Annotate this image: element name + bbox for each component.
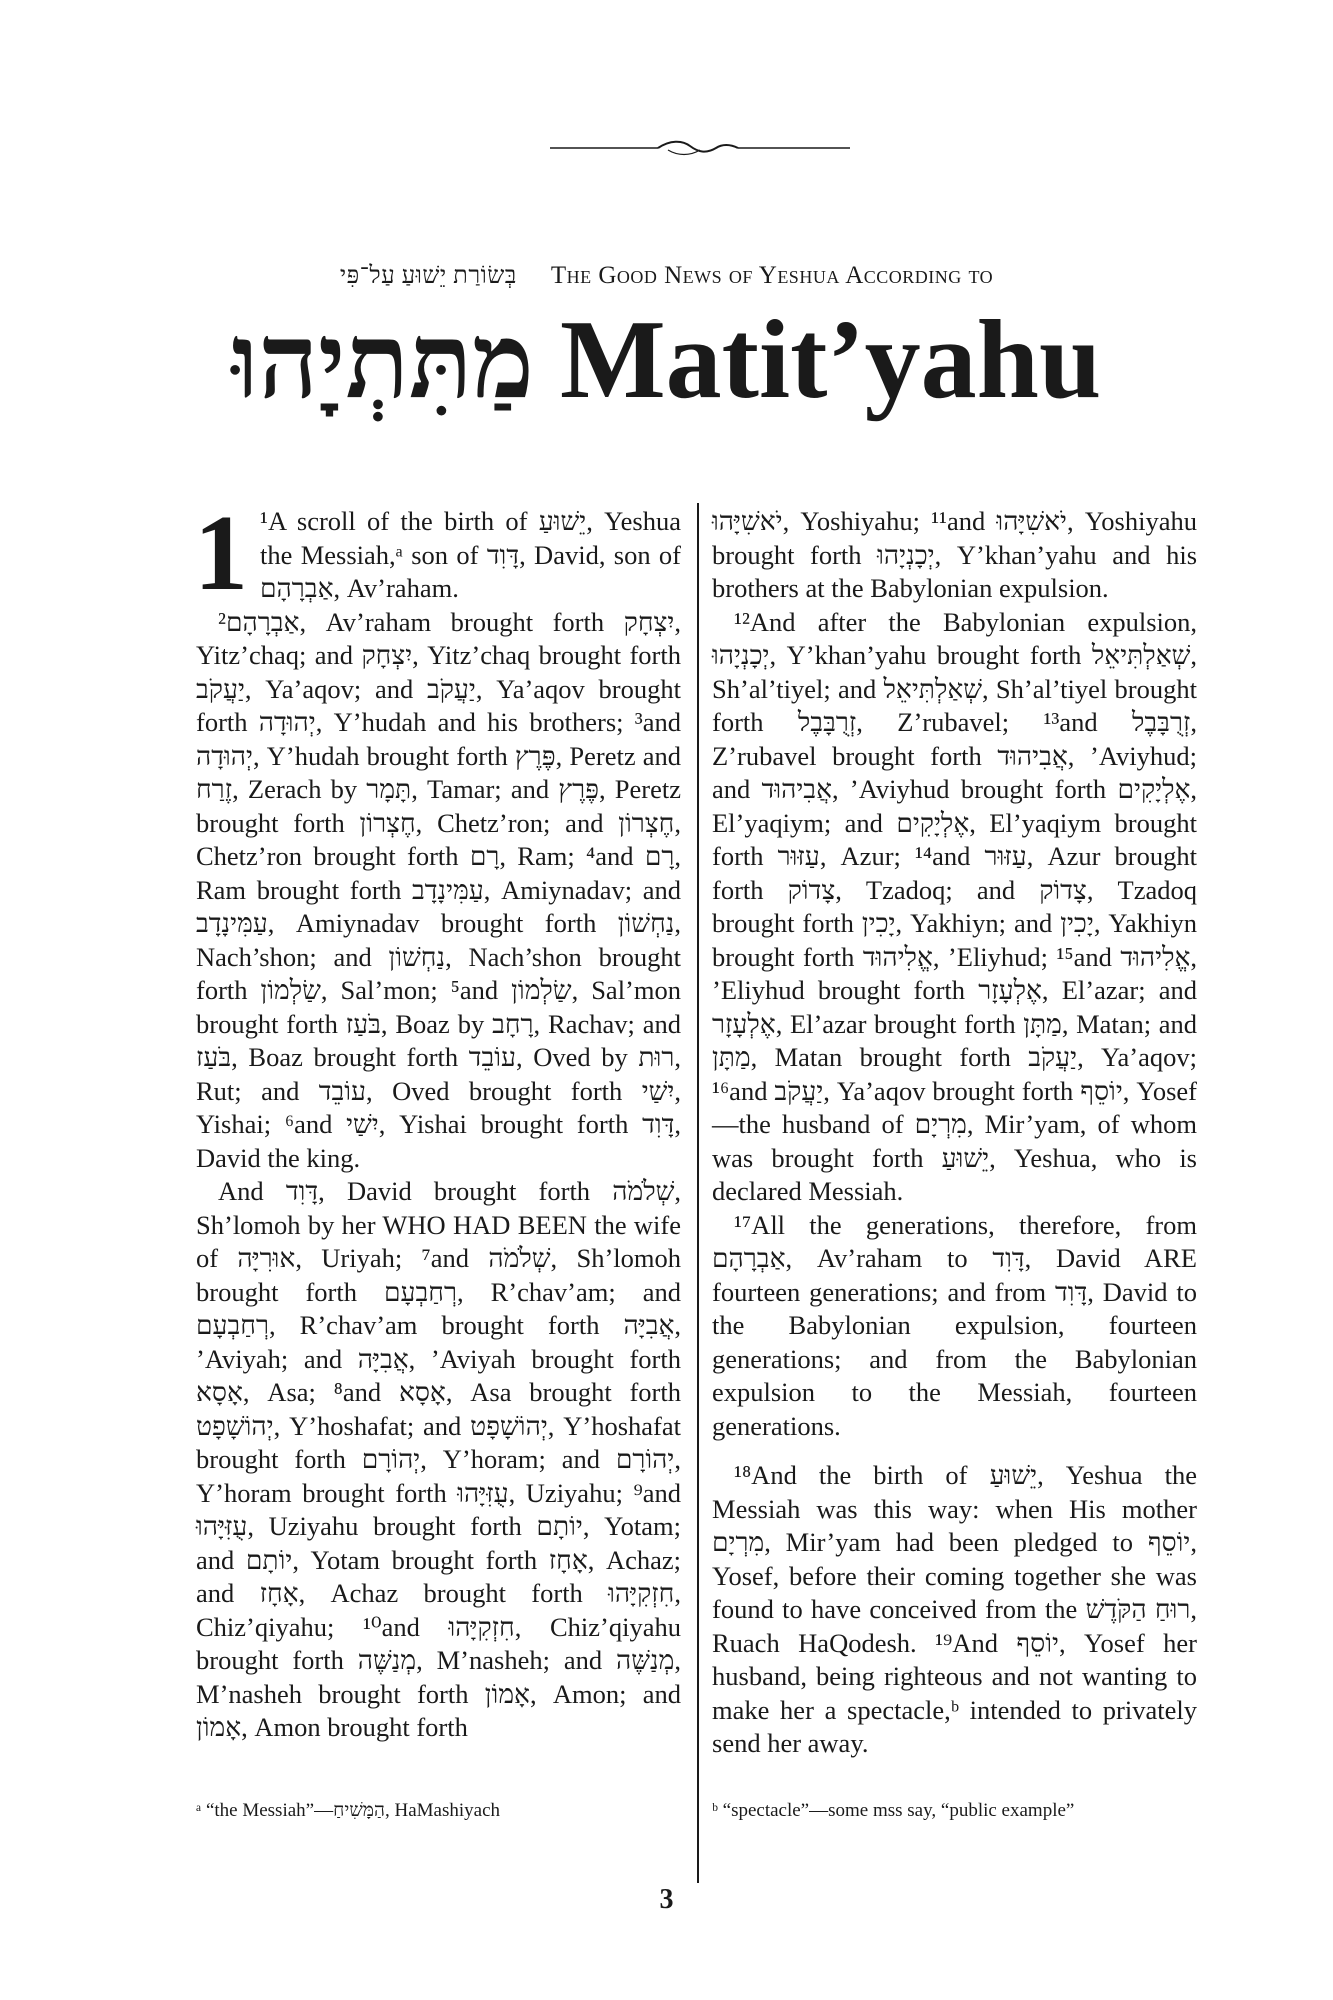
verse-paragraph: ¹⁷All the generations, therefore, from אַבְרָהָם, Av’raham to דָּוִד, David ARE fourteen generations; and from דָּוִד, David to the Babylonian expulsion, fourteen generations; and from the Babylonian expulsion to the Messiah, fourteen generations.: [712, 1209, 1197, 1441]
verse-paragraph: ¹A scroll of the birth of יֵשׁוּעַ, Yeshua the Messiah,ᵃ son of דָּוִד, David, son of אַבְרָהָם, Av’raham.: [260, 506, 681, 603]
verse-paragraph: יֹאשִׁיָּהוּ, Yoshiyahu; ¹¹and יֹאשִׁיָּהוּ, Yoshiyahu brought forth יְכָנְיָהוּ, Y’khan’yahu and his brothers at the Babylonian expulsion.: [712, 506, 1198, 603]
page-number: 3: [659, 1884, 674, 1915]
verse-paragraph: And דָּוִד, David brought forth שְׁלֹמֹה, Sh’lomoh by her WHO HAD BEEN the wife of אוּרִיָּה, Uriyah; ⁷and שְׁלֹמֹה, Sh’lomoh brought forth רְחַבְעָם, R’chav’am; and רְחַבְעָם, R’chav’am brought forth אֲבִיָּה, ’Aviyah; and אֲבִיָּה, ’Aviyah brought forth אָסָא, Asa; ⁸and אָסָא, Asa brought forth יְהוֹשָׁפָט, Y’hoshafat; and יְהוֹשָׁפָט, Y’hoshafat brought forth יְהוֹרָם, Y’horam; and יְהוֹרָם, Y’horam brought forth עֻזִּיָּהוּ, Uziyahu; ⁹and עֻזִּיָּהוּ, Uziyahu brought forth יוֹתָם, Yotam; and יוֹתָם, Yotam brought forth אָחָז, Achaz; and אָחָז, Achaz brought forth חִזְקִיָּהוּ, Chiz’qiyahu; ¹⁰and חִזְקִיָּהוּ, Chiz’qiyahu brought forth מְנַשֶּׁה, M’nasheh; and מְנַשֶּׁה, M’nasheh brought forth אָמוֹן, Amon; and אָמוֹן, Amon brought forth: [196, 1176, 682, 1742]
english-subtitle: The Good News of Yeshua According to: [550, 262, 994, 289]
footnote-a: ᵃ “the Messiah”—הַמָּשִׁיחַ, HaMashiyach: [196, 1800, 501, 1821]
verse-paragraph: ¹⁸And the birth of יֵשׁוּעַ, Yeshua the Messiah was this way: when His mother מִרְיָם, Mir’yam had been pledged to יוֹסֵף, Yosef, before their coming together she was found to have conceived from the רוּחַ הַקֹּדֶשׁ, Ruach HaQodesh. ¹⁹And יוֹסֵף, Yosef her husband, being righteous and not wanting to make her a spectacle,ᵇ intended to privately send her away.: [712, 1460, 1197, 1758]
footnote-b: ᵇ “spectacle”—some mss say, “public example”: [712, 1800, 1075, 1821]
book-subtitle: [0, 262, 1333, 290]
hebrew-subtitle: בְּשׂוֹרַת יֵשׁוּעַ עַל־פִּי: [339, 263, 517, 289]
book-title: [0, 300, 1333, 440]
verse-paragraph: ²אַבְרָהָם, Av’raham brought forth יִצְחָק, Yitz’chaq; and יִצְחָק, Yitz’chaq brought forth יַעֲקֹב, Ya’aqov; and יַעֲקֹב, Ya’aqov brought forth יְהוּדָה, Y’hudah and his brothers; ³and יְהוּדָה, Y’hudah brought forth פֶּרֶץ, Peretz and זֶרַח, Zerach by תָּמָר, Tamar; and פֶּרֶץ, Peretz brought forth חֶצְרוֹן, Chetz’ron; and חֶצְרוֹן, Chetz’ron brought forth רָם, Ram; ⁴and רָם, Ram brought forth עַמִּינָדָב, Amiynadav; and עַמִּינָדָב, Amiynadav brought forth נַחְשׁוֹן, Nach’shon; and נַחְשׁוֹן, Nach’shon brought forth שַׂלְמוֹן, Sal’mon; ⁵and שַׂלְמוֹן, Sal’mon brought forth בֹּעַז, Boaz by רָחָב, Rachav; and בֹּעַז, Boaz brought forth עוֹבֵד, Oved by רוּת, Rut; and עוֹבֵד, Oved brought forth יִשַׁי, Yishai; ⁶and יִשַׁי, Yishai brought forth דָּוִד, David the king.: [196, 606, 682, 1173]
hebrew-title: מַתִּתְיָהוּ: [231, 305, 534, 420]
chapter-number: 1: [194, 494, 248, 613]
verse-paragraph: ¹²And after the Babylonian expulsion, יְכָנְיָהוּ, Y’khan’yahu brought forth שְׁאַלְתִּיאֵל, Sh’al’tiyel; and שְׁאַלְתִּיאֵל, Sh’al’tiyel brought forth זְרֻבָּבֶל, Z’rubavel; ¹³and זְרֻבָּבֶל, Z’rubavel brought forth אֲבִיהוּד, ’Aviyhud; and אֲבִיהוּד, ’Aviyhud brought forth אֶלְיָקִים, El’yaqiym; and אֶלְיָקִים, El’yaqiym brought forth עַזּוּר, Azur; ¹⁴and עַזּוּר, Azur brought forth צָדוֹק, Tzadoq; and צָדוֹק, Tzadoq brought forth יָכִין, Yakhiyn; and יָכִין, Yakhiyn brought forth אֱלִיהוּד, ’Eliyhud; ¹⁵and אֱלִיהוּד, ’Eliyhud brought forth אֶלְעָזָר, El’azar; and אֶלְעָזָר, El’azar brought forth מַתָּן, Matan; and מַתָּן, Matan brought forth יַעֲקֹב, Ya’aqov; ¹⁶and יַעֲקֹב, Ya’aqov brought forth יוֹסֵף, Yosef—the husband of מִרְיָם, Mir’yam, of whom was brought forth יֵשׁוּעַ, Yeshua, who is declared Messiah.: [712, 606, 1198, 1206]
right-column: [712, 505, 1197, 1761]
swash-ornament-icon: [550, 136, 850, 160]
english-title: Matit’yahu: [559, 298, 1102, 422]
left-column: [194, 494, 682, 1745]
column-divider: [697, 503, 699, 1883]
